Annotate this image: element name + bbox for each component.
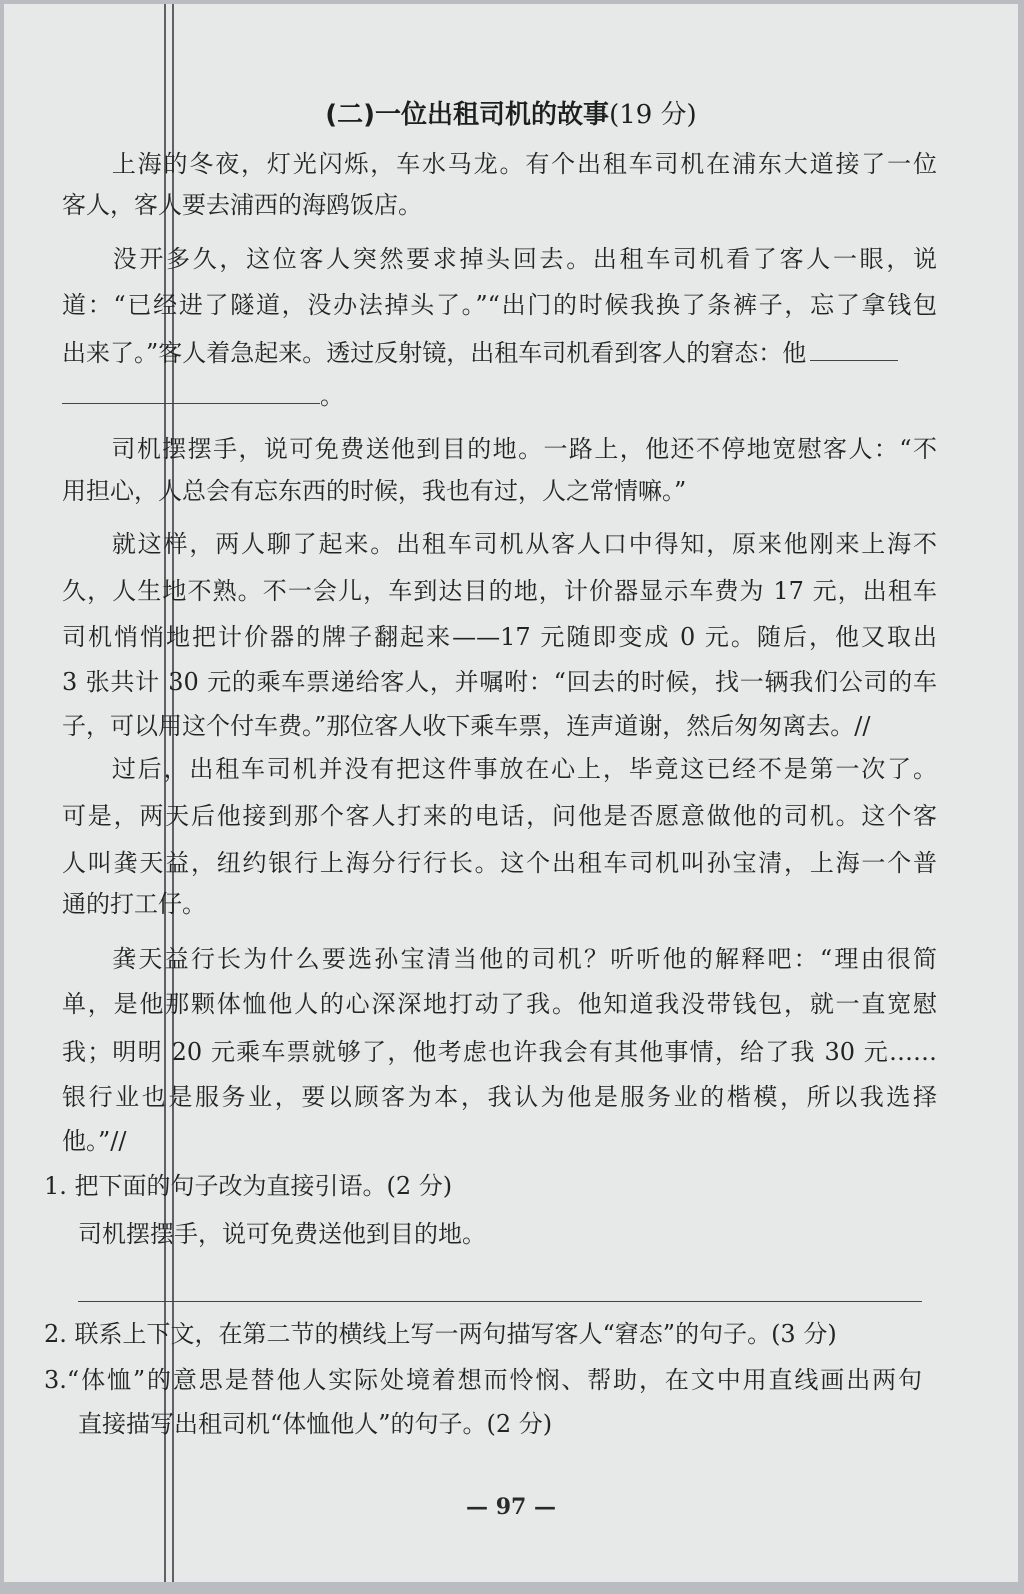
question-3-line-1: 3.“体恤”的意思是替他人实际处境着想而怜悯、帮助，在文中用直线画出两句 <box>44 1366 922 1394</box>
paragraph-6-line-3: 我；明明 20 元乘车票就够了，他考虑也许我会有其他事情，给了我 30 元…… <box>62 1038 937 1066</box>
title-text: (二)一位出租司机的故事 <box>325 100 610 130</box>
paragraph-2-line-1: 没开多久，这位客人突然要求掉头回去。出租车司机看了客人一眼，说 <box>110 245 937 273</box>
paragraph-2-line-3: 出来了。”客人着急起来。透过反射镜，出租车司机看到客人的窘态：他 <box>62 336 937 368</box>
question-2: 2. 联系上下文，在第二节的横线上写一两句描写客人“窘态”的句子。(3 分) <box>44 1320 837 1348</box>
paragraph-6-line-5: 他。”// <box>62 1127 127 1155</box>
question-1: 1. 把下面的句子改为直接引语。(2 分) <box>44 1172 453 1200</box>
question-1-sentence: 司机摆摆手，说可免费送他到目的地。 <box>78 1220 486 1248</box>
paragraph-1-line-1: 上海的冬夜，灯光闪烁，车水马龙。有个出租车司机在浦东大道接了一位 <box>110 150 937 178</box>
paragraph-4-line-3: 司机悄悄地把计价器的牌子翻起来——17 元随即变成 0 元。随后，他又取出 <box>62 623 937 651</box>
passage-title <box>4 94 1018 131</box>
paragraph-6-line-1: 龚天益行长为什么要选孙宝清当他的司机？听听他的解释吧：“理由很简 <box>110 945 937 973</box>
paragraph-3-line-2: 用担心，人总会有忘东西的时候，我也有过，人之常情嘛。” <box>62 477 687 505</box>
workbook-page <box>4 4 1018 1582</box>
paragraph-4-line-1: 就这样，两人聊了起来。出租车司机从客人口中得知，原来他刚来上海不 <box>110 530 937 558</box>
question-3-line-2: 直接描写出租司机“体恤他人”的句子。(2 分) <box>78 1410 553 1438</box>
paragraph-5-line-3: 人叫龚天益，纽约银行上海分行行长。这个出租车司机叫孙宝清，上海一个普 <box>62 849 937 877</box>
answer-blank[interactable] <box>62 379 320 404</box>
answer-blank[interactable] <box>810 336 898 361</box>
paragraph-4-line-4: 3 张共计 30 元的乘车票递给客人，并嘱咐：“回去的时候，找一辆我们公司的车 <box>62 668 937 696</box>
paragraph-2-line-2: 道：“已经进了隧道，没办法掉头了。”“出门的时候我换了条裤子，忘了拿钱包 <box>62 291 937 319</box>
page-number: — 97 — <box>466 1494 556 1520</box>
paragraph-6-line-2: 单，是他那颗体恤他人的心深深地打动了我。他知道我没带钱包，就一直宽慰 <box>62 990 937 1018</box>
paragraph-5-line-1: 过后，出租车司机并没有把这件事放在心上，毕竟这已经不是第一次了。 <box>110 755 937 783</box>
answer-line[interactable] <box>78 1301 922 1302</box>
paragraph-3-line-1: 司机摆摆手，说可免费送他到目的地。一路上，他还不停地宽慰客人：“不 <box>110 435 937 463</box>
paragraph-6-line-4: 银行业也是服务业，要以顾客为本，我认为他是服务业的楷模，所以我选择 <box>62 1083 937 1111</box>
paragraph-5-line-2: 可是，两天后他接到那个客人打来的电话，问他是否愿意做他的司机。这个客 <box>62 802 937 830</box>
paragraph-1-line-2: 客人，客人要去浦西的海鸥饭店。 <box>62 191 422 219</box>
title-score: (19 分) <box>609 100 697 130</box>
paragraph-4-line-2: 久，人生地不熟。不一会儿，车到达目的地，计价器显示车费为 17 元，出租车 <box>62 577 937 605</box>
paragraph-5-line-4: 通的打工仔。 <box>62 890 206 918</box>
paragraph-4-line-5: 子，可以用这个付车费。”那位客人收下乘车票，连声道谢，然后匆匆离去。// <box>62 712 871 740</box>
paragraph-2-line-4: 。 <box>62 379 937 411</box>
